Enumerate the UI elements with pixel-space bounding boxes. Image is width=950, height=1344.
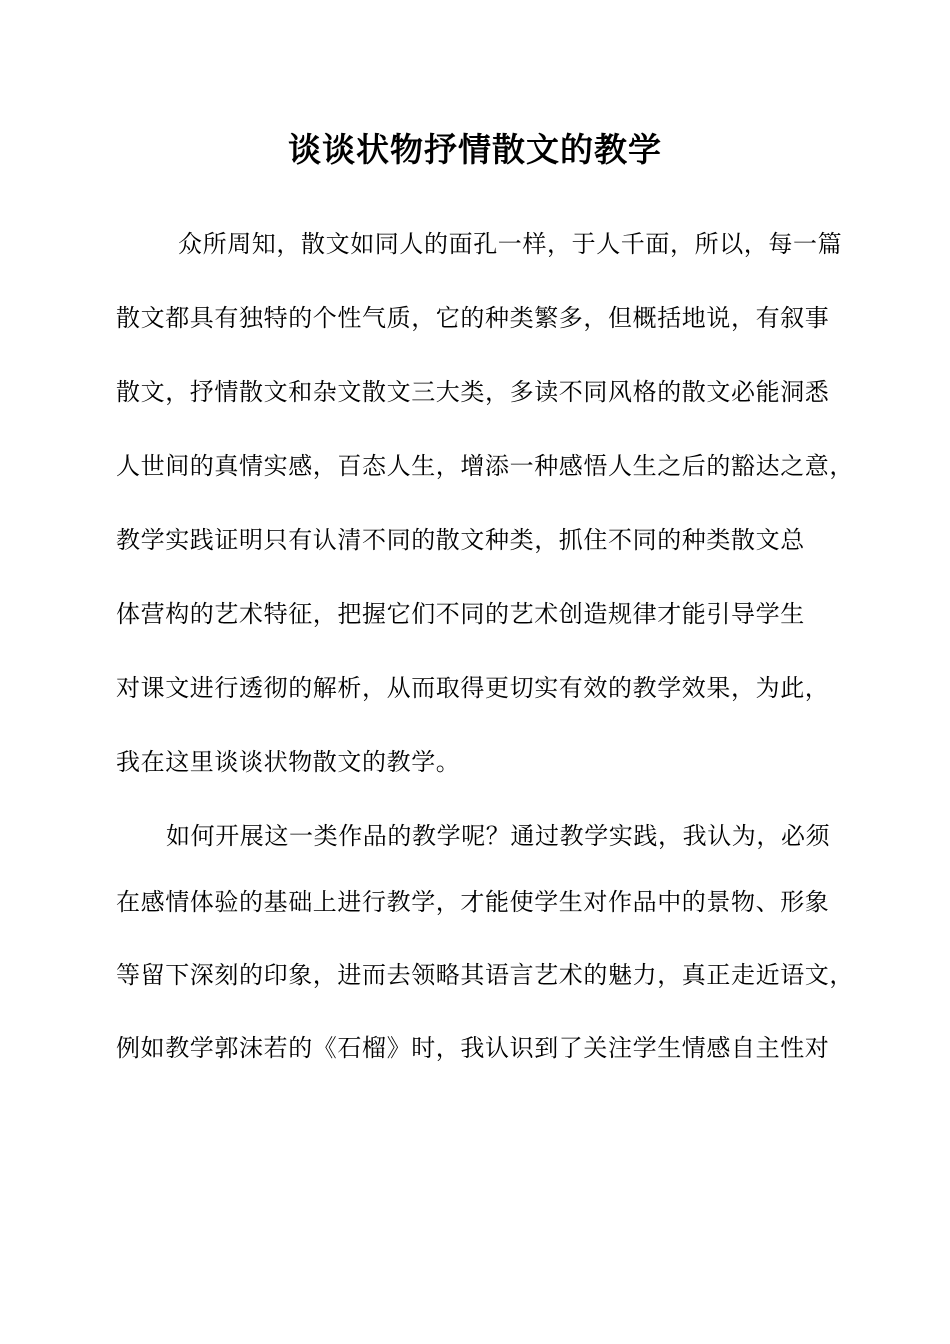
paragraph-1-line-4: 人世间的真情实感，百态人生，增添一种感悟人生之后的豁达之意， xyxy=(116,452,854,480)
paragraph-1-line-5: 教学实践证明只有认清不同的散文种类，抓住不同的种类散文总 xyxy=(116,526,805,554)
paragraph-1-line-8: 我在这里谈谈状物散文的教学。 xyxy=(116,748,461,776)
paragraph-2-line-2: 在感情体验的基础上进行教学，才能使学生对作品中的景物、形象 xyxy=(116,888,830,916)
paragraph-1-line-6: 体营构的艺术特征，把握它们不同的艺术创造规律才能引导学生 xyxy=(116,600,805,628)
paragraph-1-line-3: 散文，抒情散文和杂文散文三大类，多读不同风格的散文必能洞悉 xyxy=(116,378,830,406)
paragraph-1-line-1: 众所周知，散文如同人的面孔一样，于人千面，所以，每一篇 xyxy=(178,230,843,258)
paragraph-1-line-2: 散文都具有独特的个性气质，它的种类繁多，但概括地说，有叙事 xyxy=(116,304,830,332)
paragraph-2-line-1: 如何开展这一类作品的教学呢？通过教学实践，我认为，必须 xyxy=(166,822,831,850)
paragraph-2-line-3: 等留下深刻的印象，进而去领略其语言艺术的魅力，真正走近语文， xyxy=(116,961,854,989)
document-title: 谈谈状物抒情散文的教学 xyxy=(288,130,662,169)
paragraph-2-line-4: 例如教学郭沫若的《石榴》时，我认识到了关注学生情感自主性对 xyxy=(116,1034,830,1062)
paragraph-1-line-7: 对课文进行透彻的解析，从而取得更切实有效的教学效果，为此， xyxy=(116,674,830,702)
